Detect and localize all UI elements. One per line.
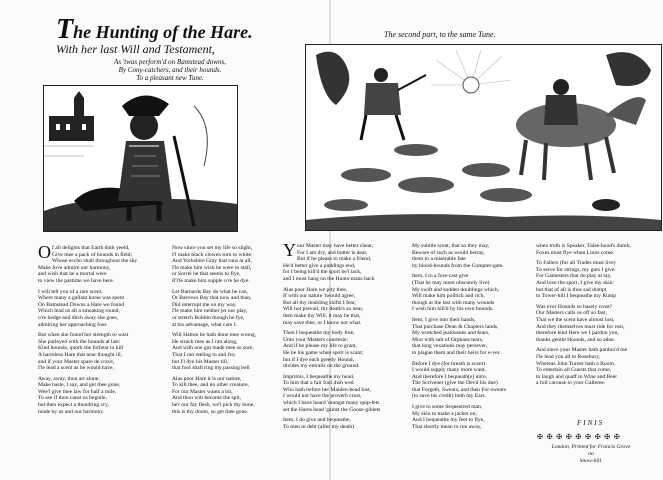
verse-line: to Tower-hill I bequeathe my Rump — [536, 293, 617, 300]
stanza — [283, 417, 411, 430]
verse-line: a full carouse to your Galleree. — [536, 380, 606, 387]
right-column-3 — [536, 243, 661, 391]
verse-line: Or Barrows Bay that now and than, — [172, 295, 252, 302]
verse-line: Unto your Masters courtesie; — [283, 336, 349, 343]
verse-line: Whereas John Turner hath a Room, — [536, 360, 616, 367]
huntsman-body — [364, 83, 401, 115]
verse-line: Will not prevail, thy death's so near, — [283, 306, 364, 313]
verse-line: And they themselves must ride for rost, — [536, 323, 625, 330]
stanza — [536, 304, 661, 344]
verse-line: Give mee a pack of hounds in field; — [52, 251, 132, 258]
stanza — [38, 332, 168, 372]
huntsman-head — [374, 68, 388, 82]
verse-line: o're hedge and ditch away she goes, — [38, 314, 119, 321]
verse-line: then make thy Will, it may be that, — [283, 312, 361, 319]
verse-line: My skin to make a jacket on; — [412, 410, 477, 417]
verse-line: My wretched jealousnes and fears, — [412, 330, 490, 337]
verse-line: She parleyed with the hounds at last: — [38, 338, 121, 345]
stanza — [536, 243, 661, 256]
verse-line: To men in debt (after my death) — [283, 423, 355, 430]
verse-line: though at the last with many wounds — [412, 299, 495, 306]
imprint-line-1: London, Printed for Francis Grove on — [551, 444, 631, 457]
verse-line: may save thee, or I know not what. — [283, 319, 362, 326]
verse-line: He he his game when sport is scant; — [283, 349, 364, 356]
verse-line: That we the scent have almost lost, — [536, 316, 615, 323]
second-part-title: The second part, to the same Tune. — [384, 30, 496, 39]
verse-line: And with one gut made mee so sore, — [172, 345, 254, 352]
verse-line: I'le make him wish he were in stall, — [172, 264, 252, 271]
verse-line: To entertain all Guests that come, — [536, 367, 612, 374]
verse-line: I wish him kill'd by his own hounds. — [412, 306, 494, 313]
stanza — [283, 287, 411, 327]
title-initial: T — [56, 14, 74, 45]
verse-line: And if he please my life to grant, — [283, 343, 357, 350]
verse-line: or Sorrel he that seems to flye, — [172, 271, 241, 278]
stanza — [412, 273, 536, 313]
verse-line: that Forgeth, Swears, and then For-swears — [412, 386, 507, 393]
verse-line: and wish that he a mortal were — [38, 271, 107, 278]
verse-line: that fool shall ring my passing bell — [172, 365, 250, 372]
verse-line: I will tell you of a rare scent, — [38, 288, 103, 295]
verse-line: And since your Master hath pardon'd me — [536, 347, 628, 354]
right-column-2 — [412, 243, 536, 434]
verse-line: For I am dry, and butter is dear, — [297, 249, 368, 256]
verse-line: Il'l'le make him supple o're he dye. — [172, 277, 250, 284]
rider-body — [544, 95, 578, 125]
stanza — [412, 361, 536, 401]
verse-line: But when she found her strength to wast — [38, 332, 129, 339]
verse-line: this is thy doom, so get thee gone. — [172, 408, 249, 415]
verse-line: If with our nature 'twould agree, — [283, 293, 356, 300]
ground — [306, 214, 661, 230]
verse-line: He'd better give a puddings end, — [283, 262, 356, 269]
verse-line: them to a miserable fate — [412, 256, 466, 263]
verse-line: Make Jove admire our harmony, — [38, 264, 111, 271]
verse-line: admiring her approaching foes — [38, 321, 107, 328]
verse-line: I would supply many more want, — [412, 367, 486, 374]
hunter-head — [130, 112, 158, 140]
verse-line: Whose eccho shall throughout the sky — [52, 258, 138, 265]
verse-line: On Bamstead Downs a Hare we found — [38, 301, 125, 308]
stanza — [283, 240, 411, 283]
verse-line: But all thy doubling shifts I fear, — [283, 299, 356, 306]
verse-line: at his advantage, what care I. — [172, 321, 238, 328]
verse-line: but if I dye each greedy Hound, — [283, 356, 354, 363]
verse-line: Mixt with salt of Orphans tears, — [412, 336, 484, 343]
stanza — [38, 242, 168, 285]
verse-line: That I ran reeling to and fro; — [172, 351, 236, 358]
verse-line: but I'l dye his Master till, — [172, 358, 229, 365]
verse-line: The Scrivener (give the Devil his due) — [412, 380, 498, 387]
verse-line: (That he may more obscurely live) — [412, 279, 490, 286]
stanza — [412, 243, 536, 269]
verse-line: And I bequeathe my feet to flye, — [412, 417, 485, 424]
verse-line: to view the pastime we have here. — [38, 277, 114, 284]
verse-line: Before I dye (for breath is scant) — [412, 360, 485, 367]
verse-line: Item, I give into their hands, — [412, 316, 476, 323]
verse-line: to laugh and quaff in Wine and Beer — [536, 373, 618, 380]
verse-line: To him that a fair foul dish wed — [283, 380, 354, 387]
verse-line: f all delights that Earth doth yeeld, — [52, 245, 130, 251]
verse-line: which I have heard 'mongst many quip-lets — [283, 400, 380, 407]
verse-line: Then I bequeathe my body free, — [283, 330, 355, 337]
drop-cap-o: O — [38, 242, 51, 262]
verse-line: and I must hang on the Hunts-mans back — [283, 275, 375, 282]
verse-line: Let Barnards Bay do what he can, — [172, 288, 248, 295]
verse-line: Foxes must flye when Lions come. — [536, 249, 615, 256]
hunt-woodcut-illustration — [306, 45, 661, 230]
stanza — [283, 374, 411, 414]
hare — [592, 199, 620, 211]
verse-line: He struck mee as I ran along, — [172, 338, 238, 345]
verse-line: To Fallers (for all Trades must live) — [536, 260, 616, 267]
verse-line: Did interrupt me on my way, — [172, 301, 237, 308]
verse-line: Where many a gallant horse was spent — [38, 295, 125, 302]
verse-line: when truth is Speaker, False-hood's dumb, — [536, 243, 631, 249]
verse-line: To kill thee, and no other creature, — [172, 382, 249, 389]
verse-line: Kind hounds, quoth she forbear to kill — [38, 345, 124, 352]
verse-line: therefore lend Here we I pardon you, — [536, 330, 619, 337]
title-text: he Hunting of the Hare. — [73, 22, 253, 42]
verse-line: Our Masters calls us off so fast, — [536, 310, 607, 317]
verse-line: To serve for strings, my guts I give: — [536, 266, 616, 273]
verse-line: Now since you set my life so slight, — [172, 245, 253, 251]
ornament-rule: ✠ ✠ ✠ ✠ ✠ ✠ ✠ ✠ ✠ — [537, 433, 621, 441]
hunter-coat — [118, 141, 172, 201]
verse-line: But if he please to make a friend, — [297, 256, 372, 263]
verse-line: our Master may have better chear, — [297, 243, 374, 249]
verse-line: (to save his credit) both my Ears. — [412, 393, 487, 400]
verse-line: I'le lead you all to Rosebury, — [536, 353, 601, 360]
verse-line: Beware of such as would betray, — [412, 249, 485, 256]
stanza — [283, 330, 411, 370]
byline-line-1: As 'twas perform'd on Bamstead downs, — [114, 58, 226, 66]
stanza — [38, 376, 168, 416]
ballad-subtitle: With her last Will and Testament, — [56, 42, 215, 56]
stanza — [536, 347, 661, 387]
verse-line: That purchase Dean & Chapters lands, — [412, 323, 499, 330]
ballad-title — [56, 14, 253, 45]
verse-line: Make haste, I say, and get thee gone, — [38, 382, 121, 389]
right-column-1 — [283, 240, 411, 434]
verse-line: Alas poor Hare it is our nature, — [172, 375, 242, 382]
verse-line: and if your Master spare de crave, — [38, 358, 115, 365]
right-page — [283, 0, 663, 480]
verse-line: be't our fay flesh, we'l pick thy bone, — [172, 402, 255, 409]
verse-line: And love the sport, I give my skin: — [536, 279, 614, 286]
left-page — [0, 0, 329, 480]
finis-mark: FINIS — [577, 419, 605, 427]
rider-head — [553, 79, 569, 95]
woodcut-hunt-scene — [305, 44, 662, 231]
verse-line: Will make him politick and rich, — [412, 293, 485, 300]
verse-line: or stretch Bobbin though he fye, — [172, 314, 245, 321]
stanza — [412, 317, 536, 357]
byline-line-3: To a pleasant new Tune. — [136, 74, 204, 82]
stanza — [412, 404, 536, 430]
byline-line-2: By Cony-catchers, and their hounds. — [118, 66, 222, 74]
verse-line: That shortly mean to run away, — [412, 423, 482, 430]
verse-line: I give to some Sequestred man, — [412, 404, 483, 411]
imprint — [551, 444, 631, 465]
verse-line: I'le lead a scent as he would have, — [38, 365, 114, 372]
verse-line: For our Master wants a bit, — [172, 388, 233, 395]
verse-line: I would not have the proverb crost, — [283, 393, 362, 400]
verse-line: And thou wilt become the spit, — [172, 395, 241, 402]
verse-line: by blood-hounds from the Compter-gate. — [412, 262, 504, 269]
verse-line: but then expect a thundring cry, — [38, 402, 109, 409]
verse-line: but that of all is thus sad dumpt — [536, 286, 607, 293]
sun — [463, 77, 479, 93]
verse-line: My subtile sceat, that so they may, — [412, 243, 490, 249]
verse-line: Imprimis, I bequeathe my head, — [283, 373, 355, 380]
stanza — [536, 260, 661, 300]
verse-line: For Gamesters that do play at tay, — [536, 273, 612, 280]
verse-line: set the Hares head 'gainst the Goose-giblets — [283, 406, 381, 413]
verse-line: And Yorkshire Gray that runs at all, — [172, 258, 252, 265]
verse-line: Alas poor Hare we pity thee, — [283, 286, 348, 293]
verse-line: made by us and our harmony. — [38, 408, 105, 415]
verse-line: Item, I do give and bequeathe, — [283, 417, 351, 424]
verse-line: Was ever Hounds so basely crost? — [536, 303, 613, 310]
verse-line: thanks gentle Hounds, and so adue. — [536, 336, 616, 343]
verse-line: divides my entrails on the ground. — [283, 363, 360, 370]
verse-line: I'le make him neither jet nor play, — [172, 308, 248, 315]
verse-line: Wee'l give thee law for half a mile, — [38, 388, 117, 395]
verse-line: to plague them and their heirs for e-ver. — [412, 349, 501, 356]
verse-line: Away, away, thou art alone; — [38, 375, 100, 382]
verse-line: that long vexations may persever, — [412, 343, 488, 350]
verse-line: Will Hatton he hath done mee wrong, — [172, 332, 257, 339]
verse-line: Who hath before her Maiden-head lost, — [283, 386, 371, 393]
verse-line: for I being kill'd the sport be'l lack, — [283, 269, 362, 276]
verse-line: My swift and sudden doublings which, — [412, 286, 500, 293]
hunter-woodcut-illustration — [44, 86, 237, 231]
stanza — [38, 289, 168, 329]
verse-line: I'l make black clowen turn to white: — [172, 251, 253, 258]
verse-line: To see if thou canst us beguile, — [38, 395, 108, 402]
verse-line: A harmless Hare that near thought ill, — [38, 351, 123, 358]
verse-line: Item, I to a fore-cast give — [412, 273, 469, 280]
woodcut-hunter — [43, 85, 238, 232]
left-column-1 — [38, 242, 168, 419]
imprint-line-2: Snow-hill. — [579, 458, 603, 464]
drop-cap-y: Y — [283, 240, 296, 260]
verse-line: And therefore I bequeath[e] unto, — [412, 373, 488, 380]
verse-line: Which lead us all a smoaking round, — [38, 308, 120, 315]
